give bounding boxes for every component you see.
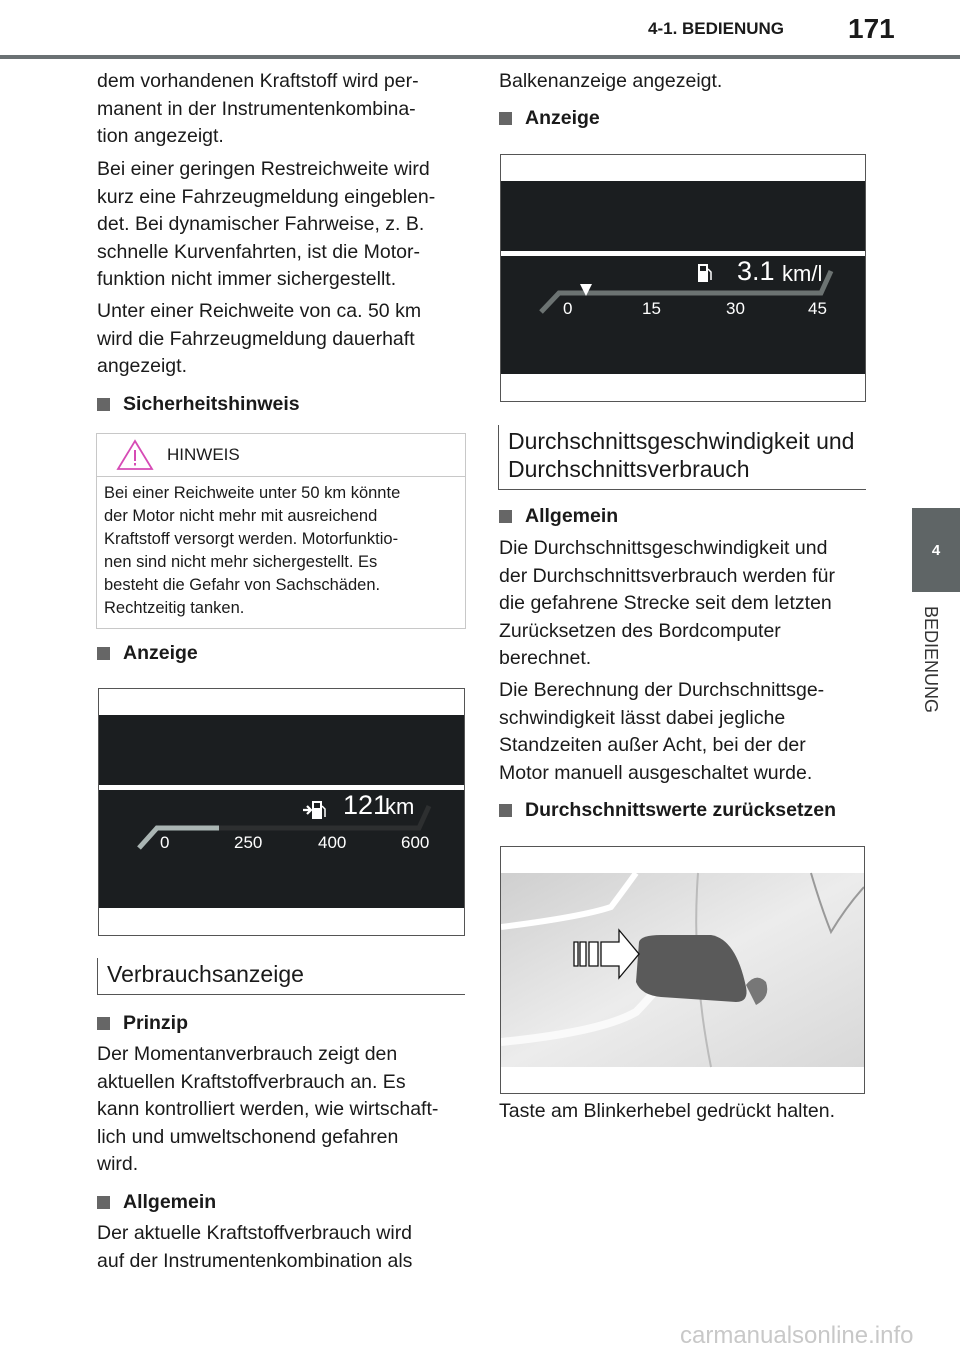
heading-text: Sicherheitshinweis [123, 393, 300, 415]
heading-reset [499, 797, 836, 824]
tick-label: 0 [563, 299, 573, 318]
paragraph: Der aktuelle Kraftstoffverbrauch wird auf der Instrumentenkombination als [97, 1222, 413, 1272]
warning-triangle-icon [115, 438, 155, 472]
side-tab-label: BEDIENUNG [921, 606, 941, 714]
tick-label: 250 [234, 833, 263, 852]
bullet-square-icon [499, 510, 512, 523]
notice-box [96, 433, 466, 629]
bullet-square-icon [499, 112, 512, 125]
paragraph: Die Berechnung der Durchschnittsge- schwindigkeit lässt dabei jegliche Standzeiten außer Acht, bei der der Motor manuell ausgeschaltet wurde. [499, 679, 825, 784]
range-value: 121 [343, 790, 389, 820]
heading-safety [97, 391, 300, 418]
notice-title: HINWEIS [167, 445, 240, 464]
tick-label: 400 [318, 833, 347, 852]
paragraph: Der Momentanverbrauch zeigt den aktuellen Kraftstoffverbrauch an. Es kann kontrolliert werden, wie wirtschaft- lich und umweltschonend gefahren wird. [97, 1043, 439, 1176]
heading-general [499, 503, 618, 530]
tick-label: 30 [726, 299, 745, 318]
consumption-display-figure [500, 154, 866, 402]
tick-label: 45 [808, 299, 827, 318]
heading-display [97, 640, 198, 667]
side-tab [912, 508, 960, 592]
heading-general [97, 1189, 216, 1216]
paragraph: Balkenanzeige angezeigt. [499, 70, 723, 92]
heading-text: Allgemein [525, 505, 619, 527]
side-tab-number: 4 [931, 541, 941, 559]
section-title: Durchschnittsgeschwindigkeit und Durchschnittsverbrauch [498, 425, 866, 490]
paragraph: Bei einer geringen Restreichweite wird kurz eine Fahrzeugmeldung eingeblen- det. Bei dynamischer Fahrweise, z. B. schnelle Kurvenfahrten, ist die Motor- funktion nicht immer sichergestellt. [97, 158, 436, 291]
range-display-figure [98, 688, 465, 936]
section-title: Verbrauchsanzeige [97, 958, 465, 995]
header-section: 4-1. BEDIENUNG [648, 19, 785, 38]
page-number: 171 [848, 13, 895, 44]
tick-label: 0 [160, 833, 170, 852]
figure-caption: Taste am Blinkerhebel gedrückt halten. [499, 1100, 836, 1122]
notice-text: Bei einer Reichweite unter 50 km könnte der Motor nicht mehr mit ausreichend Kraftstoff versorgt werden. Motorfunktio- nen sind nicht mehr sichergestellt. Es besteht die Gefahr von Sachschäden. Rechtzeitig tanken. [104, 484, 401, 617]
consumption-unit: km/l [782, 261, 823, 286]
paragraph: Die Durchschnittsgeschwindigkeit und der Durchschnittsverbrauch werden für die gefahrene Strecke seit dem letzten Zurücksetzen des Bordcomputer berechnet. [499, 537, 835, 670]
bullet-square-icon [499, 804, 512, 817]
turn-signal-lever-illustration [500, 846, 865, 1094]
heading-text: Anzeige [123, 642, 198, 664]
consumption-value: 3.1 [737, 256, 775, 286]
bullet-square-icon [97, 647, 110, 660]
bullet-square-icon [97, 398, 110, 411]
heading-text: Prinzip [123, 1012, 189, 1034]
notice-header [97, 434, 465, 477]
range-unit: km [385, 794, 415, 819]
heading-text: Allgemein [123, 1191, 217, 1213]
bullet-square-icon [97, 1017, 110, 1030]
bullet-square-icon [97, 1196, 110, 1209]
heading-principle [97, 1010, 188, 1037]
tick-label: 600 [401, 833, 430, 852]
heading-text: Durchschnittswerte zurücksetzen [525, 799, 837, 821]
paragraph: Unter einer Reichweite von ca. 50 km wird die Fahrzeugmeldung dauerhaft angezeigt. [97, 300, 422, 378]
header-rule [0, 55, 960, 59]
heading-text: Anzeige [525, 107, 600, 129]
watermark: carmanualsonline.info [680, 1322, 914, 1349]
heading-display [499, 105, 600, 132]
tick-label: 15 [642, 299, 661, 318]
paragraph: dem vorhandenen Kraftstoff wird per- manent in der Instrumentenkombina- tion angezeigt. [97, 70, 419, 148]
